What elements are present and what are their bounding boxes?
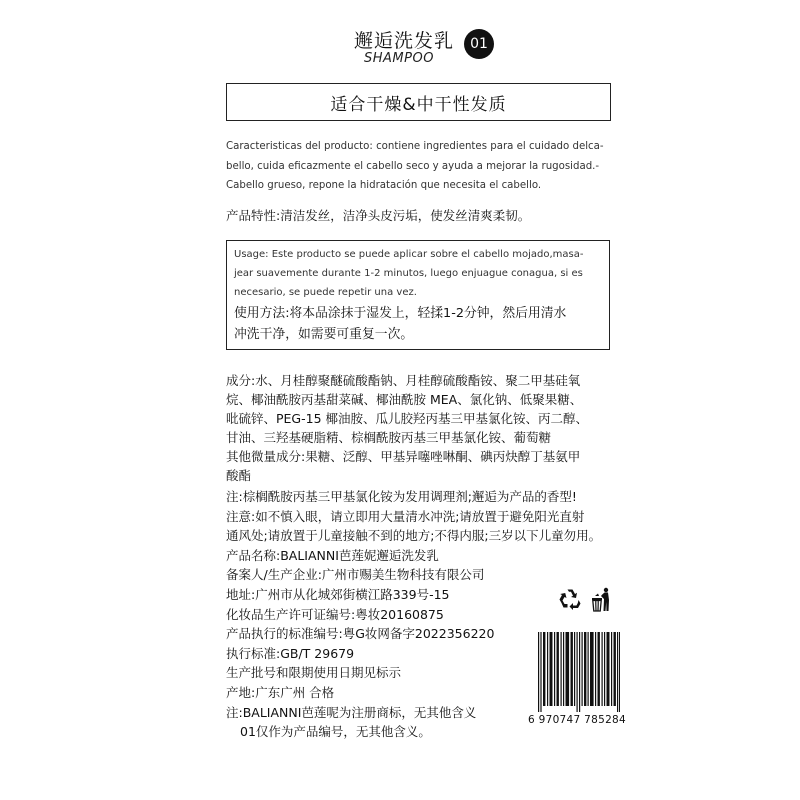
product-feature: 产品特性:清洁发丝，洁净头皮污垢，使发丝清爽柔韧。: [226, 208, 531, 223]
ingredients-section: [226, 371, 618, 485]
trash-bin-icon: [590, 587, 612, 613]
batch-info: 生产批号和限期使用日期见标示: [226, 665, 402, 681]
license-number: 化妆品生产许可证编号:粤妆20160875: [226, 606, 444, 622]
ingredients-line: 酸酯: [226, 468, 252, 483]
usage-spanish: [234, 245, 602, 302]
recycle-icon: [558, 587, 582, 611]
description-line: Cabello grueso, repone la hidratación que necesita el cabello.: [226, 180, 542, 191]
origin: 产地:广东广州 合格: [226, 684, 335, 700]
description-spanish: [226, 137, 616, 196]
standard-number: 产品执行的标准编号:粤G妆网备字2022356220: [226, 626, 495, 642]
ingredients-line: 成分:水、月桂醇聚醚硫酸酯钠、月桂醇硫酸酯铵、聚二甲基硅氧: [226, 373, 581, 388]
description-line: bello, cuida eficazmente el cabello seco y ayuda a mejorar la rugosidad.-: [226, 160, 600, 172]
manufacturer: 备案人/生产企业:广州市赐美生物科技有限公司: [226, 567, 485, 583]
suitability-box: 适合干燥&中干性发质: [226, 83, 611, 121]
header: [0, 24, 800, 70]
usage-chinese: [234, 303, 602, 345]
usage-line: Usage: Este producto se puede aplicar sobre el cabello mojado,masa-: [234, 249, 584, 260]
caution-note: 注意:如不慎入眼，请立即用大量清水冲洗;请放置于避免阳光直射: [226, 508, 585, 524]
product-title-en: SHAMPOO: [364, 51, 434, 66]
product-title-cn: 邂逅洗发乳: [354, 30, 455, 52]
usage-line: necesario, se puede repetir una vez.: [234, 287, 417, 298]
ingredients-line: 其他微量成分:果糖、泛醇、甲基异噻唑啉酮、碘丙炔醇丁基氨甲: [226, 449, 581, 464]
usage-line: 使用方法:将本品涂抹于湿发上，轻揉1-2分钟，然后用清水: [234, 306, 567, 321]
trademark-note: 注:BALIANNI芭莲呢为注册商标，无其他含义: [226, 704, 477, 720]
caution-note-cont: 通风处;请放置于儿童接触不到的地方;不得内服;三岁以下儿童勿用。: [226, 528, 602, 544]
product-name: 产品名称:BALIANNI芭莲妮邂逅洗发乳: [226, 547, 439, 563]
conditioner-note: 注:棕榈酰胺丙基三甲基氯化铵为发用调理剂;邂逅为产品的香型!: [226, 489, 577, 504]
description-line: Caracteristicas del producto: contiene ingredientes para el cuidado delca-: [226, 141, 604, 152]
product-number-badge: 01: [464, 29, 494, 59]
barcode-bars: [538, 632, 620, 712]
usage-box: [226, 240, 610, 350]
number-note: 01仅作为产品编号，无其他含义。: [240, 724, 431, 740]
execution-standard: 执行标准:GB/T 29679: [226, 645, 355, 661]
usage-line: jear suavemente durante 1-2 minutos, luego enjuague conagua, si es: [234, 268, 583, 279]
ingredients-line: 烷、椰油酰胺丙基甜菜碱、椰油酰胺 MEA、氯化钠、低聚果糖、: [226, 392, 583, 407]
barcode: [528, 632, 627, 728]
usage-line: 冲洗干净，如需要可重复一次。: [234, 327, 414, 342]
disposal-icons: [558, 587, 618, 615]
address: 地址:广州市从化城郊街横江路339号-15: [226, 586, 450, 602]
ingredients-line: 甘油、三羟基硬脂精、棕榈酰胺丙基三甲基氯化铵、葡萄糖: [226, 430, 552, 445]
ingredients-line: 吡硫锌、PEG-15 椰油胺、瓜儿胶羟丙基三甲基氯化铵、丙二醇、: [226, 411, 589, 426]
barcode-number: 6 970747 785284: [528, 714, 627, 726]
